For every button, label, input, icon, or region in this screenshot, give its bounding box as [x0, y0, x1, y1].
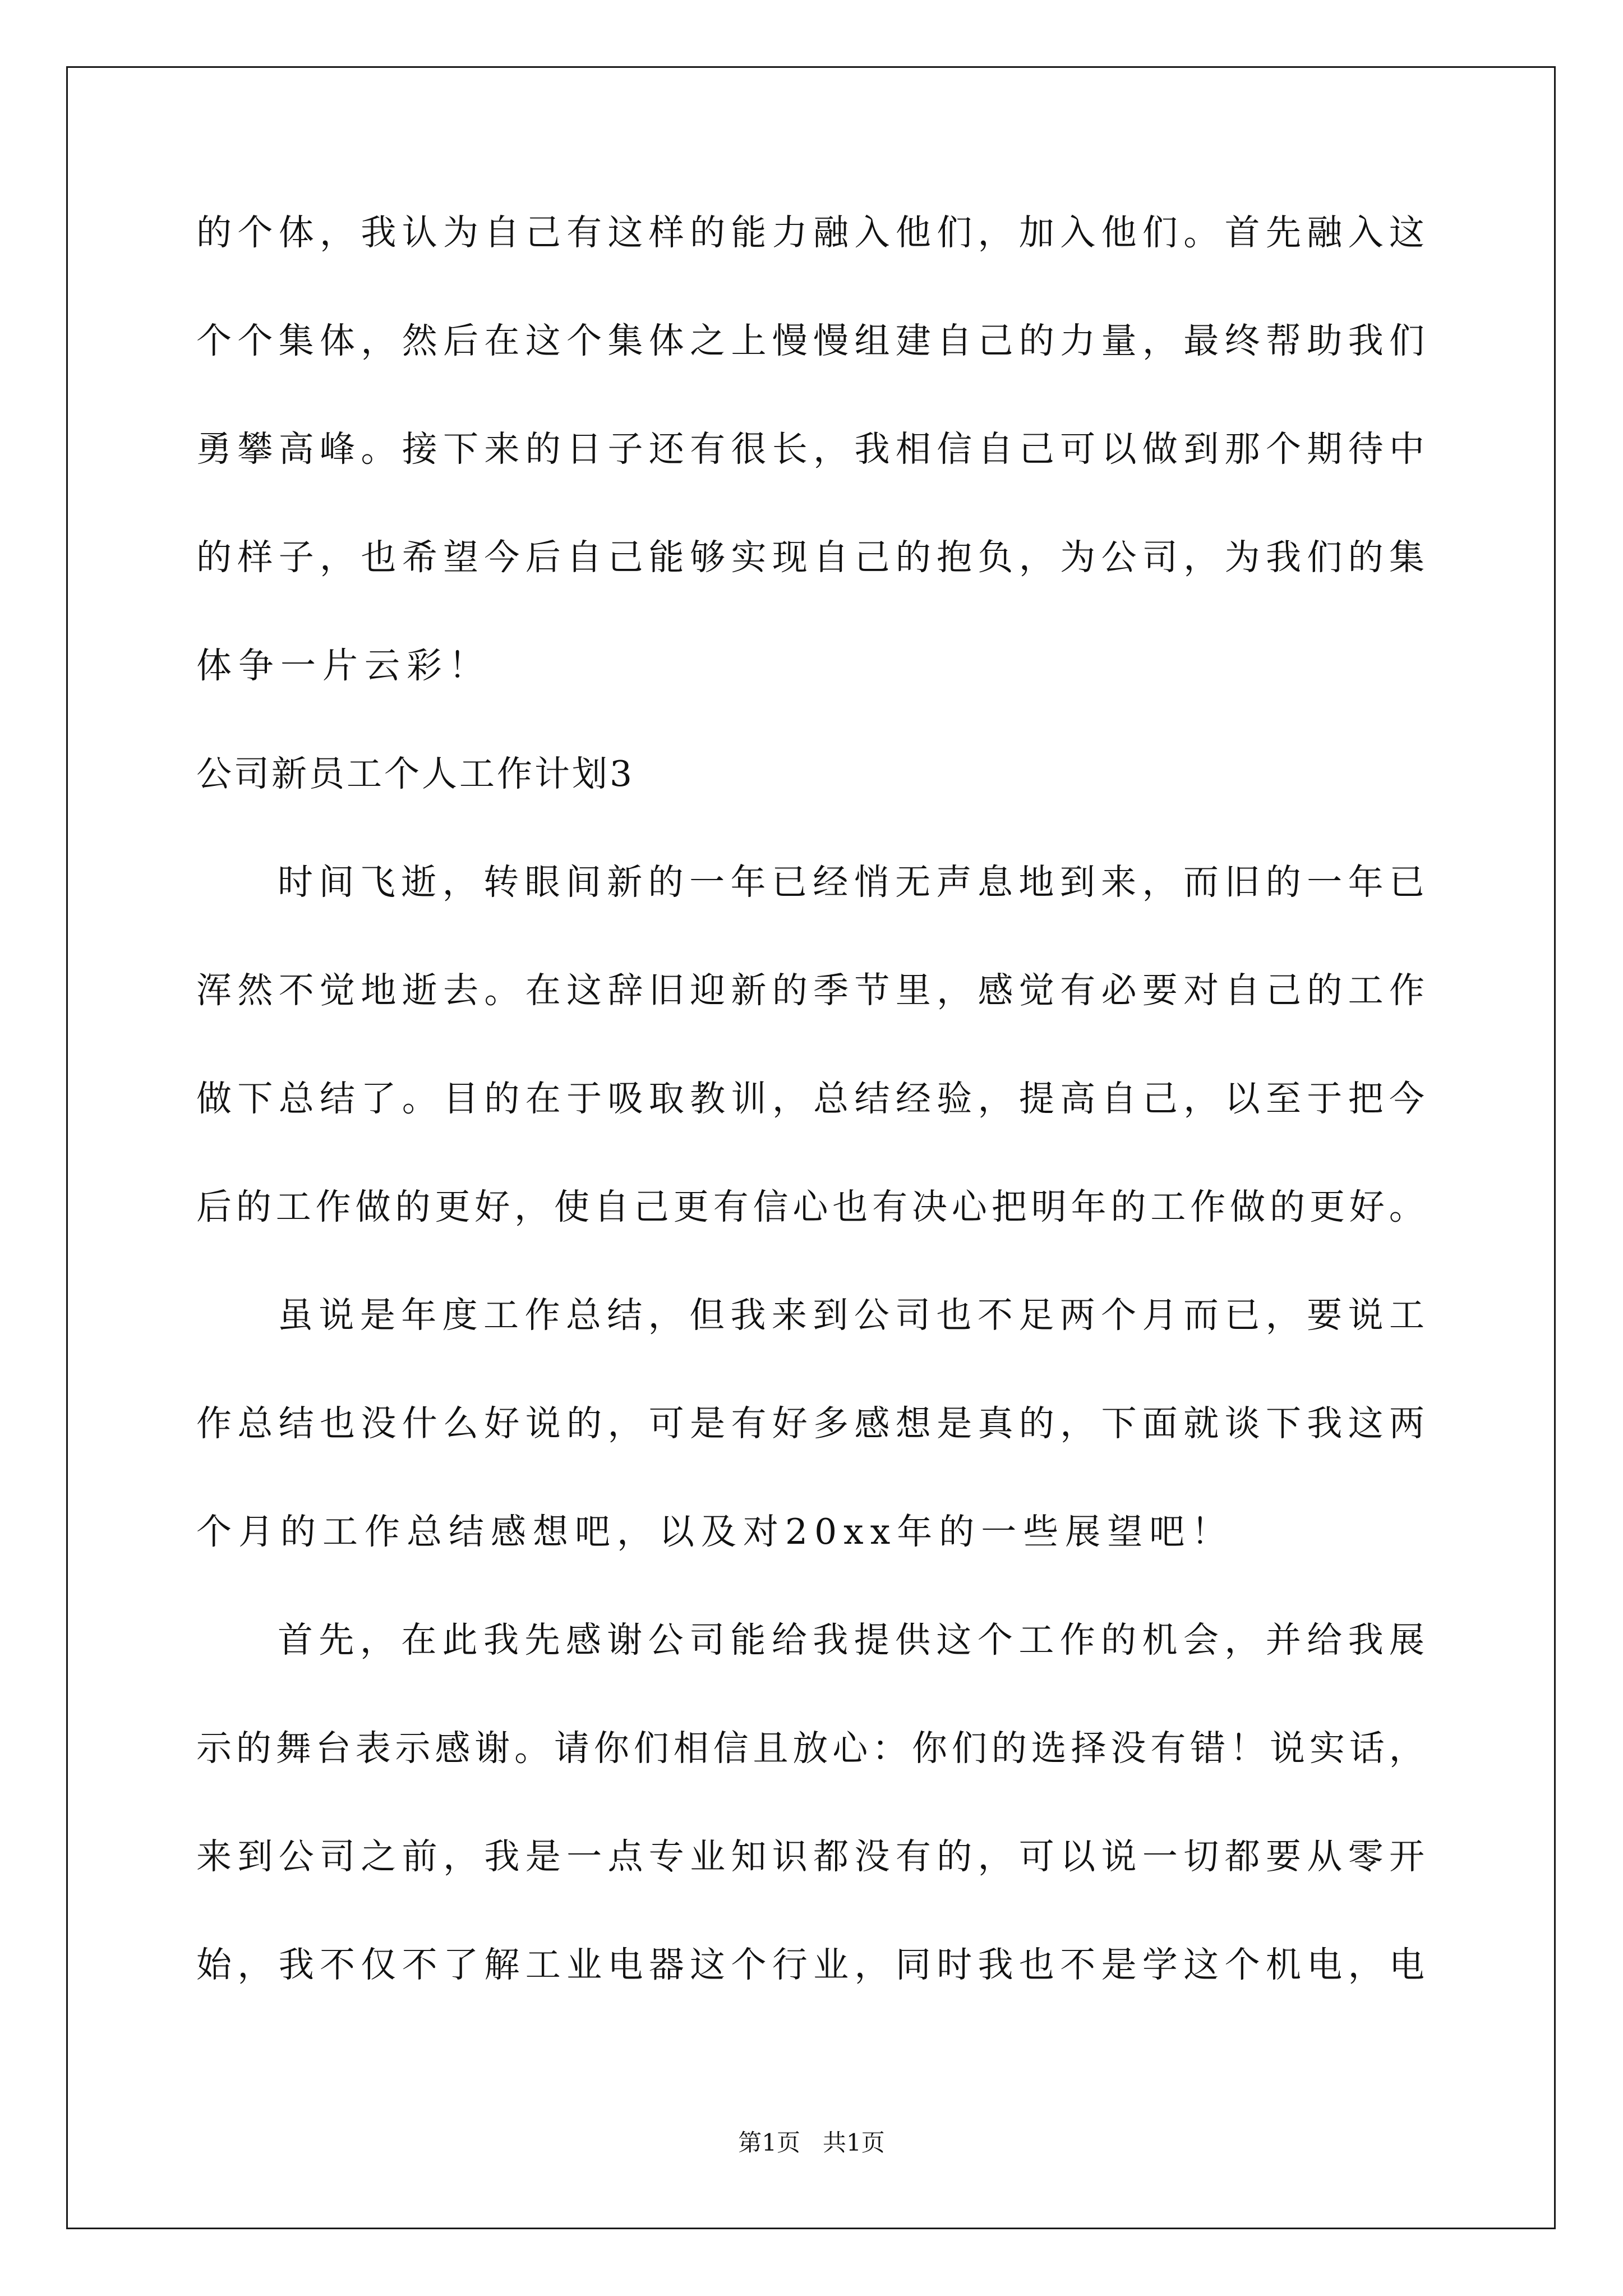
text-line: 浑 然 不 觉 地 逝 去 。 在 这 辞 旧 迎 新 的 季 节 里 ， 感 觉 有 必 要 对 自 己 的 工 作	[196, 970, 1424, 1011]
page-total: 共1页	[823, 2129, 885, 2156]
text-line: 来 到 公 司 之 前 ， 我 是 一 点 专 业 知 识 都 没 有 的 ， 可 以 说 一 切 都 要 从 零 开	[196, 1836, 1424, 1877]
text-line: 作 总 结 也 没 什 么 好 说 的 ， 可 是 有 好 多 感 想 是 真 的 ， 下 面 就 谈 下 我 这 两	[196, 1403, 1424, 1444]
text-line: 时 间 飞 逝 ， 转 眼 间 新 的 一 年 已 经 悄 无 声 息 地 到 来 ， 而 旧 的 一 年 已	[278, 862, 1424, 903]
text-line: 勇 攀 高 峰 。 接 下 来 的 日 子 还 有 很 长 ， 我 相 信 自 己 可 以 做 到 那 个 期 待 中	[196, 429, 1424, 470]
page-number: 第1页	[738, 2129, 800, 2156]
text-line: 个 个 集 体 ， 然 后 在 这 个 集 体 之 上 慢 慢 组 建 自 己 的 力 量 ， 最 终 帮 助 我 们	[196, 320, 1424, 361]
text-line: 虽 说 是 年 度 工 作 总 结 ， 但 我 来 到 公 司 也 不 足 两 个 月 而 已 ， 要 说 工	[278, 1295, 1424, 1336]
text-line: 示 的 舞 台 表 示 感 谢 。 请 你 们 相 信 且 放 心 ： 你 们 的 选 择 没 有 错 ！ 说 实 话 ，	[196, 1728, 1424, 1769]
section-heading: 公司新员工个人工作计划3	[196, 753, 635, 794]
text-line: 个月的工作总结感想吧，以及对20xx年的一些展望吧！	[196, 1511, 1234, 1552]
text-line: 始 ， 我 不 仅 不 了 解 工 业 电 器 这 个 行 业 ， 同 时 我 也 不 是 学 这 个 机 电 ， 电	[196, 1944, 1424, 1985]
text-line: 后 的 工 作 做 的 更 好 ， 使 自 己 更 有 信 心 也 有 决 心 把 明 年 的 工 作 做 的 更 好 。	[196, 1186, 1424, 1227]
text-line: 的 样 子 ， 也 希 望 今 后 自 己 能 够 实 现 自 己 的 抱 负 ， 为 公 司 ， 为 我 们 的 集	[196, 537, 1424, 578]
text-line: 体争一片云彩！	[196, 645, 491, 686]
page-footer	[0, 2126, 1623, 2160]
text-line: 做 下 总 结 了 。 目 的 在 于 吸 取 教 训 ， 总 结 经 验 ， 提 高 自 己 ， 以 至 于 把 今	[196, 1078, 1424, 1119]
text-line: 首 先 ， 在 此 我 先 感 谢 公 司 能 给 我 提 供 这 个 工 作 的 机 会 ， 并 给 我 展	[278, 1619, 1424, 1660]
text-line: 的 个 体 ， 我 认 为 自 己 有 这 样 的 能 力 融 入 他 们 ， 加 入 他 们 。 首 先 融 入 这	[196, 212, 1424, 253]
page-border	[66, 66, 1556, 2229]
